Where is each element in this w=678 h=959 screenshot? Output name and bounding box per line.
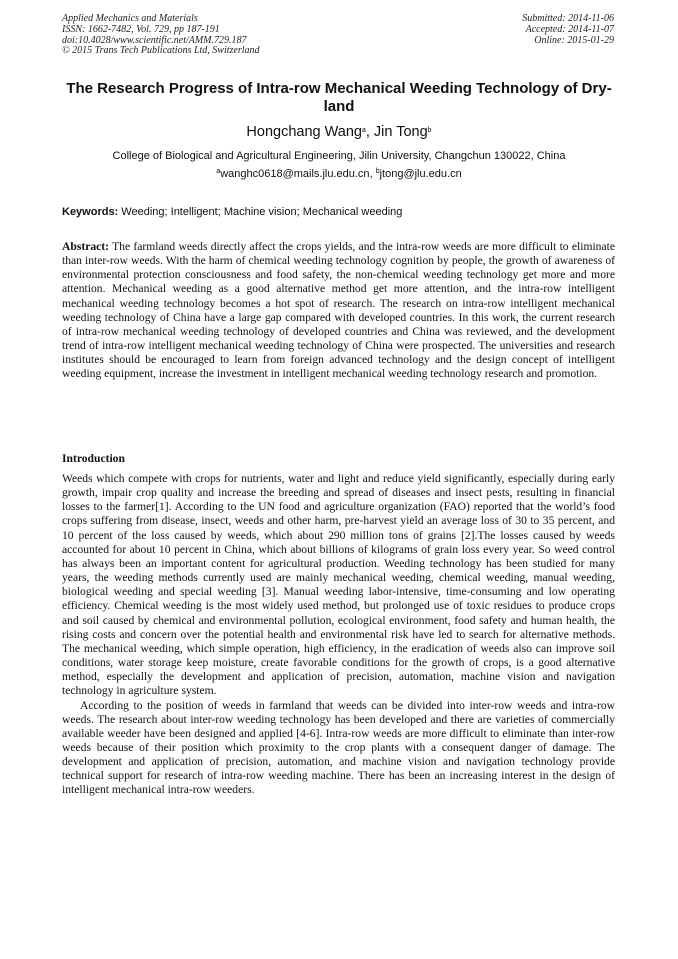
- submitted-date: Submitted: 2014-11-06: [522, 13, 614, 24]
- accepted-date: Accepted: 2014-11-07: [525, 23, 614, 35]
- author-email: wanghc0618@mails.jlu.edu.cn: [220, 168, 370, 180]
- affiliation: College of Biological and Agricultural Engineering, Jilin University, Changchun 130022, China: [112, 150, 566, 162]
- email-marker: b: [375, 168, 380, 175]
- journal-issn: ISSN: 1662-7482, Vol. 729, pp 187-191: [62, 23, 220, 35]
- author-name: Hongchang Wang: [246, 124, 362, 140]
- author-affiliation-marker: a: [361, 127, 366, 134]
- abstract-text: The farmland weeds directly affect the crops yields, and the intra-row weeds are more difficult to eliminate than inter-row weeds. With the harm of chemical weeding technology cognition by people, the growth of awareness of environmental protection consciousness and food safety, the non-chemical weeding technology get more and more attention. Mechanical weeding as a good alternative method get more attention, and the intra-row intelligent mechanical weeding technology becomes a hot spot of research. The research on intra-row intelligent mechanical weeding technology of China have a large gap compared with developed countries. In this work, the current research of intra-row mechanical weeding technology of developed countries and China was reviewed, and the development trend of intra-row intelligent mechanical weeding technology of China were prospected. The universities and research institutes should be encouraged to learn from foreign advanced technology and the design concept of intelligent weeding equipment, increase the investment in intelligent mechanical weeding technology research and promotion.: [62, 240, 615, 381]
- keywords: [62, 206, 616, 219]
- author-separator: ,: [365, 124, 374, 140]
- journal-info: [62, 14, 260, 57]
- journal-doi: doi:10.4028/www.scientific.net/AMM.729.187: [62, 34, 247, 46]
- author-line: [62, 124, 616, 141]
- online-date: Online: 2015-01-29: [534, 34, 614, 46]
- author-affiliation-marker: b: [427, 127, 432, 134]
- introduction-body: [62, 472, 615, 798]
- email-line: [62, 168, 616, 181]
- email-marker: a: [216, 168, 221, 175]
- paragraph: According to the position of weeds in farmland that weeds can be divided into inter-row weeds and intra-row weeds. The research about inter-row weeding technology has been developed and there are varieties of commercially available weeder have been designed and applied [4-6]. Intra-row weeds are more difficult to eliminate than inter-row weeds because of their position which proximity to the crop plants with a consequent danger of damage. The development and application of precision, automation, and machine vision and navigation technology provide technical support for research of intra-row weeding machine. There has been an increasing interest in the design of intelligent mechanical intra-row weeders.: [62, 698, 615, 797]
- paper-title: The Research Progress of Intra-row Mechanical Weeding Technology of Dry-land: [66, 80, 612, 115]
- abstract: [62, 240, 615, 382]
- keywords-label: Keywords:: [62, 206, 119, 218]
- paragraph: Weeds which compete with crops for nutrients, water and light and reduce yield significantly, especially during early growth, impair crop quality and increase the breeding and spread of diseases and insect pests, resulting in financial losses to the farmer[1]. According to the UN food and agriculture organization (FAO) reported that the world’s food crops suffering from disease, insect, weeds and other harm, pre-harvest yield an average loss of 30 to 35 percent, and 10 percent of the loss caused by weeds, which about 290 million tons of grains [2].The losses caused by weeds accounted for about 10 percent in China, which about billions of kilograms of grain loss every year. So weed control has always been an important content for agricultural production. Weeding technology has been studied for many years, the weeding methods currently used are mainly mechanical weeding, chemical weeding, manual weeding, biological weeding and special weeding [3]. Manual weeding labor-intensive, time-consuming and low operating efficiency. Chemical weeding is the most widely used method, but prolonged use of toxic residues to produce crops and soil caused by chemical and environmental pollution, ecological environment, food safety and human health, the rising costs and concern over the potential health and environmental risk have led to search for alternative methods. The mechanical weeding, which simple operation, high efficiency, in the eradication of weeds also can improve soil conditions, water storage keep moisture, create favorable conditions for the growth of crops, is a good alternative method, especially the development and application of precision, automation, machine vision and navigation technology in agriculture system.: [62, 472, 615, 698]
- journal-name: Applied Mechanics and Materials: [62, 13, 198, 24]
- author-name: Jin Tong: [373, 124, 428, 140]
- keywords-text: Weeding; Intelligent; Machine vision; Mechanical weeding: [118, 206, 403, 218]
- introduction-heading: Introduction: [62, 452, 125, 465]
- submission-dates: [522, 14, 614, 46]
- abstract-label: Abstract:: [62, 240, 110, 253]
- email-separator: ,: [369, 168, 376, 180]
- author-email: jtong@jlu.edu.cn: [379, 168, 462, 180]
- journal-copyright: © 2015 Trans Tech Publications Ltd, Switzerland: [62, 45, 260, 57]
